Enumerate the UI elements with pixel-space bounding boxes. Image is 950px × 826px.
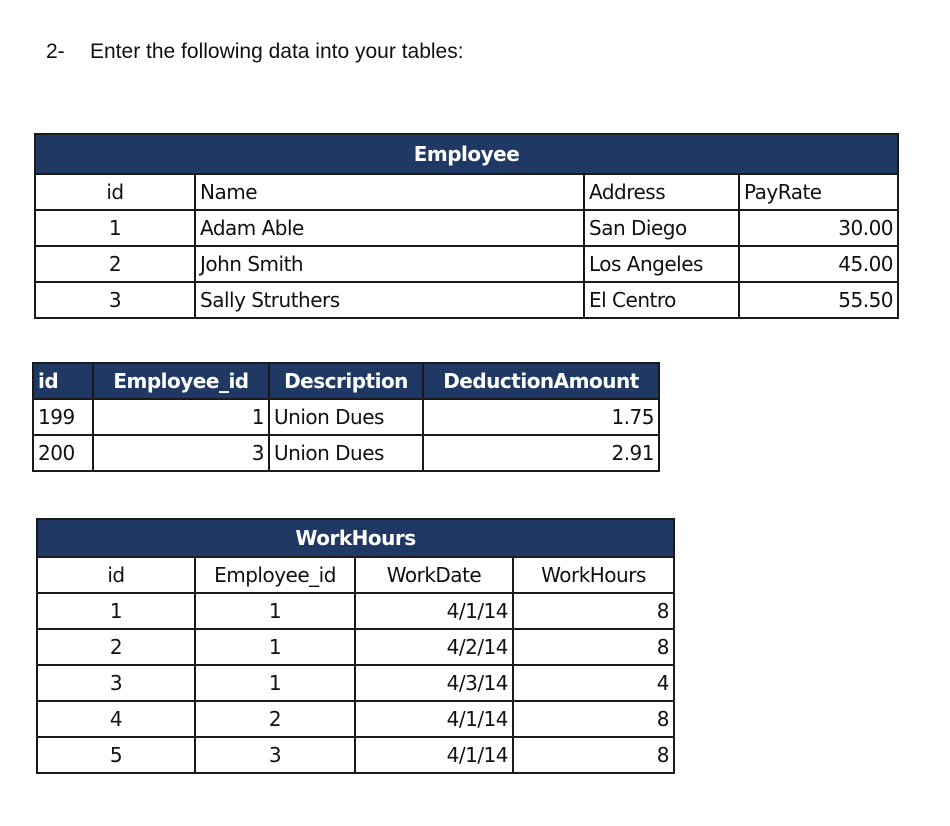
table-row xyxy=(35,210,898,246)
employee-name-cell: John Smith xyxy=(195,246,584,282)
workhours-workdate-cell: 4/1/14 xyxy=(355,701,513,737)
workhours-employee-id-cell: 1 xyxy=(195,665,355,701)
instruction-body: Enter the following data into your tables: xyxy=(90,40,464,63)
employee-name-cell: Adam Able xyxy=(195,210,584,246)
workhours-id-cell: 5 xyxy=(37,737,195,773)
deduction-description-cell: Union Dues xyxy=(269,399,423,435)
table-row xyxy=(37,593,674,629)
workhours-workdate-cell: 4/2/14 xyxy=(355,629,513,665)
deduction-id-cell: 200 xyxy=(33,435,93,471)
employee-col-address: Address xyxy=(584,174,739,210)
employee-title-row xyxy=(35,134,898,174)
employee-id-cell: 1 xyxy=(35,210,195,246)
table-row xyxy=(37,665,674,701)
deduction-description-cell: Union Dues xyxy=(269,435,423,471)
table-row xyxy=(37,701,674,737)
workhours-hours-cell: 8 xyxy=(513,629,674,665)
deduction-amount-cell: 2.91 xyxy=(423,435,659,471)
workhours-hours-cell: 4 xyxy=(513,665,674,701)
employee-id-cell: 2 xyxy=(35,246,195,282)
employee-header-row xyxy=(35,174,898,210)
employee-table-title: Employee xyxy=(35,134,898,174)
instruction-number: 2- xyxy=(46,40,65,63)
table-row xyxy=(35,246,898,282)
workhours-title-row xyxy=(37,519,674,557)
deduction-employee-id-cell: 1 xyxy=(93,399,269,435)
workhours-col-employee-id: Employee_id xyxy=(195,557,355,593)
employee-name-cell: Sally Struthers xyxy=(195,282,584,318)
deduction-id-cell: 199 xyxy=(33,399,93,435)
workhours-id-cell: 2 xyxy=(37,629,195,665)
workhours-hours-cell: 8 xyxy=(513,737,674,773)
table-row xyxy=(33,399,659,435)
table-row xyxy=(35,282,898,318)
workhours-id-cell: 1 xyxy=(37,593,195,629)
employee-address-cell: Los Angeles xyxy=(584,246,739,282)
workhours-col-workhours: WorkHours xyxy=(513,557,674,593)
deduction-table xyxy=(32,362,660,472)
deduction-col-employee-id: Employee_id xyxy=(93,363,269,399)
workhours-employee-id-cell: 3 xyxy=(195,737,355,773)
table-row xyxy=(33,435,659,471)
deduction-col-description: Description xyxy=(269,363,423,399)
workhours-employee-id-cell: 1 xyxy=(195,593,355,629)
workhours-header-row xyxy=(37,557,674,593)
workhours-hours-cell: 8 xyxy=(513,593,674,629)
workhours-employee-id-cell: 2 xyxy=(195,701,355,737)
employee-col-name: Name xyxy=(195,174,584,210)
table-row xyxy=(37,737,674,773)
workhours-col-id: id xyxy=(37,557,195,593)
deduction-col-amount: DeductionAmount xyxy=(423,363,659,399)
workhours-employee-id-cell: 1 xyxy=(195,629,355,665)
employee-id-cell: 3 xyxy=(35,282,195,318)
employee-address-cell: El Centro xyxy=(584,282,739,318)
employee-col-payrate: PayRate xyxy=(739,174,898,210)
workhours-hours-cell: 8 xyxy=(513,701,674,737)
workhours-table-title: WorkHours xyxy=(37,519,674,557)
workhours-workdate-cell: 4/1/14 xyxy=(355,737,513,773)
workhours-workdate-cell: 4/1/14 xyxy=(355,593,513,629)
employee-payrate-cell: 55.50 xyxy=(739,282,898,318)
workhours-workdate-cell: 4/3/14 xyxy=(355,665,513,701)
deduction-employee-id-cell: 3 xyxy=(93,435,269,471)
employee-address-cell: San Diego xyxy=(584,210,739,246)
workhours-col-workdate: WorkDate xyxy=(355,557,513,593)
employee-col-id: id xyxy=(35,174,195,210)
employee-payrate-cell: 45.00 xyxy=(739,246,898,282)
workhours-table xyxy=(36,518,675,774)
workhours-id-cell: 3 xyxy=(37,665,195,701)
instruction-text xyxy=(46,40,464,64)
deduction-col-id: id xyxy=(33,363,93,399)
employee-payrate-cell: 30.00 xyxy=(739,210,898,246)
deduction-header-row xyxy=(33,363,659,399)
employee-table xyxy=(34,133,899,319)
deduction-amount-cell: 1.75 xyxy=(423,399,659,435)
table-row xyxy=(37,629,674,665)
workhours-id-cell: 4 xyxy=(37,701,195,737)
